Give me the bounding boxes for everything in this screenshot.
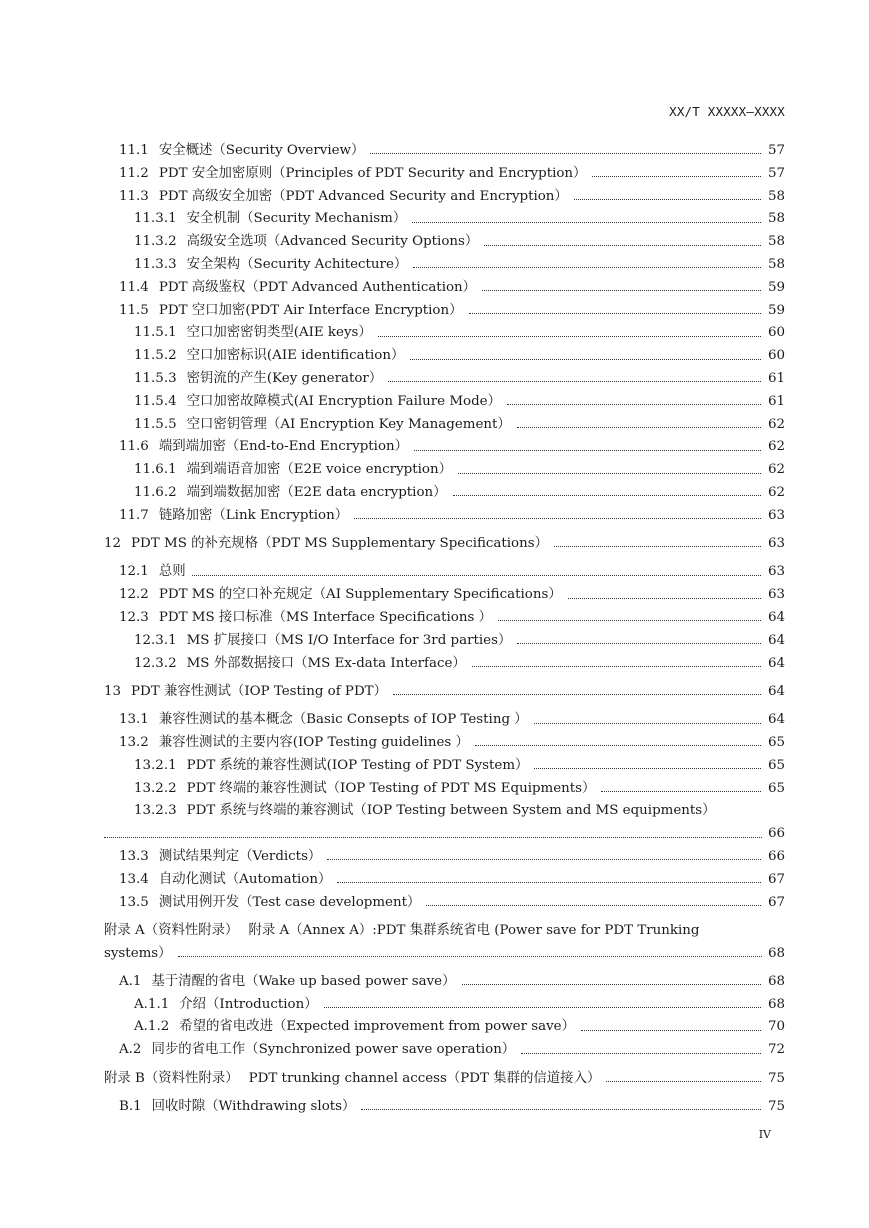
toc-entry-number: 11.5.3: [134, 370, 177, 386]
toc-entry-page: 67: [767, 894, 785, 910]
toc-entry-title: 高级安全选项（Advanced Security Options）: [186, 234, 479, 250]
toc-entry-title: PDT 空口加密(PDT Air Interface Encryption）: [158, 302, 463, 318]
toc-entry-number: 11.6.2: [134, 484, 177, 500]
toc-entry-title: 安全机制（Security Mechanism）: [186, 211, 407, 227]
toc-entry-title: MS 外部数据接口（MS Ex-data Interface）: [186, 655, 466, 671]
dot-leader: [412, 213, 761, 223]
toc-entry[interactable]: [104, 846, 785, 869]
dot-leader: [324, 998, 761, 1008]
toc-entry-number: 11.6: [119, 439, 149, 455]
dot-leader: [469, 304, 761, 314]
toc-entry-page: 57: [767, 165, 785, 181]
dot-leader: [482, 281, 761, 291]
dot-leader: [581, 1021, 761, 1031]
toc-entry-page: 66: [767, 848, 785, 864]
toc-entry[interactable]: [104, 800, 785, 823]
toc-entry-number: 13: [104, 683, 122, 699]
toc-entry-continuation: [104, 943, 785, 966]
dot-leader: [601, 782, 761, 792]
toc-entry[interactable]: [104, 414, 785, 437]
dot-leader: [498, 611, 761, 621]
toc-entry-title: 链路加密（Link Encryption）: [158, 507, 349, 523]
toc-entry-title: 测试用例开发（Test case development）: [158, 894, 421, 910]
dot-leader: [507, 395, 761, 405]
toc-entry[interactable]: [104, 630, 785, 653]
toc-entry-number: 11.4: [119, 279, 149, 295]
toc-entry-number: 11.3: [119, 188, 149, 204]
toc-entry-page: 64: [767, 655, 785, 671]
toc-entry[interactable]: [104, 368, 785, 391]
toc-entry-page: 72: [767, 1042, 785, 1058]
toc-entry-number: 11.3.1: [134, 211, 177, 227]
toc-entry-page: 60: [767, 325, 785, 341]
toc-entry[interactable]: [104, 1068, 785, 1091]
dot-leader: [475, 736, 761, 746]
toc-entry-title: 端到端数据加密（E2E data encryption）: [186, 484, 447, 500]
toc-entry-page: 62: [767, 439, 785, 455]
toc-entry-title: PDT 系统的兼容性测试(IOP Testing of PDT System）: [186, 757, 529, 773]
toc-entry-number: A.1.2: [134, 1019, 170, 1035]
toc-entry-title: 空口加密密钥类型(AIE keys）: [186, 325, 372, 341]
toc-entry-title: PDT MS 接口标准（MS Interface Specifications ）: [158, 609, 492, 625]
toc-entry-page: 75: [767, 1098, 785, 1114]
dot-leader: [413, 258, 761, 268]
toc-entry-page: 62: [767, 416, 785, 432]
dot-leader: [337, 873, 761, 883]
toc-entry-number: 11.6.1: [134, 462, 177, 478]
toc-entry[interactable]: [104, 732, 785, 755]
toc-entry-title: 端到端语音加密（E2E voice encryption）: [186, 462, 452, 478]
toc-entry-number: 11.5.5: [134, 416, 177, 432]
document-code-header: XX/T XXXXX—XXXX: [669, 104, 785, 119]
toc-entry-number: 11.1: [119, 143, 149, 158]
toc-entry[interactable]: [104, 892, 785, 915]
dot-leader: [192, 566, 761, 576]
toc-entry-page: 61: [767, 393, 785, 409]
toc-entry-page: 63: [767, 507, 785, 523]
toc-entry-title: PDT 兼容性测试（IOP Testing of PDT）: [131, 683, 388, 699]
toc-entry[interactable]: [104, 778, 785, 801]
toc-entry-title: PDT MS 的空口补充规定（AI Supplementary Specifications）: [158, 587, 562, 603]
toc-entry-page: 70: [767, 1019, 785, 1035]
dot-leader: [414, 441, 761, 451]
dot-leader: [354, 509, 761, 519]
toc-entry-number: 13.4: [119, 871, 149, 887]
dot-leader: [361, 1100, 761, 1110]
toc-entry[interactable]: [104, 436, 785, 459]
toc-entry-page: 63: [767, 564, 785, 580]
toc-entry-number: 13.2.1: [134, 757, 177, 773]
toc-entry-page: 62: [767, 462, 785, 478]
toc-entry[interactable]: [104, 920, 785, 943]
toc-entry-number: 11.5.1: [134, 325, 177, 341]
dot-leader: [534, 714, 761, 724]
table-of-contents: [104, 140, 785, 1119]
toc-entry[interactable]: [104, 345, 785, 368]
toc-entry-title: PDT 终端的兼容性测试（IOP Testing of PDT MS Equipments）: [186, 780, 596, 796]
toc-entry-page: 58: [767, 188, 785, 204]
toc-entry-number: 12.2: [119, 587, 149, 603]
toc-entry-title: PDT 安全加密原则（Principles of PDT Security and Encryption）: [158, 165, 587, 181]
toc-entry-page: 58: [767, 256, 785, 272]
dot-leader: [462, 975, 761, 985]
toc-entry-title: PDT trunking channel access（PDT 集群的信道接入）: [248, 1070, 601, 1086]
toc-entry-page: 64: [767, 683, 785, 699]
toc-entry-page: 58: [767, 234, 785, 250]
dot-leader: [517, 634, 761, 644]
toc-entry-number: 13.1: [119, 712, 149, 728]
toc-entry-title: PDT 高级安全加密（PDT Advanced Security and Encryption）: [158, 188, 568, 204]
dot-leader: [568, 589, 761, 599]
toc-entry[interactable]: [104, 709, 785, 732]
dot-leader: [521, 1044, 761, 1054]
toc-entry-page: 57: [767, 143, 785, 158]
toc-entry-number: A.1.1: [134, 996, 170, 1012]
toc-entry[interactable]: [104, 533, 785, 556]
dot-leader: [534, 759, 761, 769]
toc-entry-title: PDT MS 的补充规格（PDT MS Supplementary Specifications）: [131, 536, 548, 552]
toc-entry-number: 12.3.1: [134, 632, 177, 648]
toc-entry[interactable]: [104, 254, 785, 277]
toc-entry-title: MS 扩展接口（MS I/O Interface for 3rd parties）: [186, 632, 512, 648]
dot-leader: [606, 1072, 761, 1082]
toc-entry-page: 68: [767, 996, 785, 1012]
toc-entry-page: 68: [767, 945, 785, 961]
dot-leader: [426, 896, 761, 906]
toc-entry-title: 兼容性测试的主要内容(IOP Testing guidelines ）: [158, 734, 469, 750]
toc-entry-title: 自动化测试（Automation）: [158, 871, 332, 887]
toc-entry[interactable]: [104, 482, 785, 505]
page-number-footer: IV: [758, 1128, 771, 1141]
toc-entry-title: 基于清醒的省电（Wake up based power save）: [151, 973, 456, 989]
toc-entry-title: 空口加密故障模式(AI Encryption Failure Mode）: [186, 393, 501, 409]
dot-leader: [574, 190, 761, 200]
dot-leader: [178, 947, 762, 957]
toc-entry-page: 59: [767, 279, 785, 295]
dot-leader: [370, 144, 761, 154]
dot-leader: [104, 828, 762, 838]
toc-entry-number: 13.5: [119, 894, 149, 910]
toc-entry-number: 12.1: [119, 564, 149, 580]
toc-entry-title: 附录 A（Annex A）:PDT 集群系统省电 (Power save for PDT Trunking: [248, 922, 700, 938]
toc-entry[interactable]: [104, 208, 785, 231]
toc-entry[interactable]: [104, 607, 785, 630]
toc-entry-title: 端到端加密（End-to-End Encryption）: [158, 439, 409, 455]
toc-entry-number: 12.3: [119, 609, 149, 625]
toc-entry[interactable]: [104, 391, 785, 414]
toc-entry[interactable]: [104, 561, 785, 584]
toc-entry-number: 附录 B（资料性附录）: [104, 1070, 239, 1086]
toc-entry-title: 空口加密标识(AIE identification）: [186, 348, 405, 364]
toc-entry-title: PDT 系统与终端的兼容测试（IOP Testing between System and MS equipments）: [186, 803, 716, 819]
toc-entry[interactable]: [104, 322, 785, 345]
toc-entry-number: 11.7: [119, 507, 149, 523]
toc-entry-page: 59: [767, 302, 785, 318]
toc-entry-number: 11.3.3: [134, 256, 177, 272]
dot-leader: [554, 537, 761, 547]
dot-leader: [472, 657, 761, 667]
toc-entry-title: 回收时隙（Withdrawing slots）: [151, 1098, 356, 1114]
toc-entry-number: 12.3.2: [134, 655, 177, 671]
toc-entry-number: 13.2: [119, 734, 149, 750]
toc-entry[interactable]: [104, 681, 785, 704]
toc-entry-number: A.1: [119, 973, 142, 989]
toc-entry-title: 总则: [158, 564, 186, 580]
toc-entry-page: 64: [767, 632, 785, 648]
toc-entry-number: 13.3: [119, 848, 149, 864]
toc-entry-page: 62: [767, 484, 785, 500]
toc-entry-page: 63: [767, 536, 785, 552]
toc-entry-page: 60: [767, 348, 785, 364]
toc-entry-page: 66: [767, 826, 785, 842]
toc-entry-page: 58: [767, 211, 785, 227]
dot-leader: [393, 685, 761, 695]
dot-leader: [592, 167, 761, 177]
dot-leader: [458, 464, 761, 474]
toc-entry-title: 兼容性测试的基本概念（Basic Consepts of IOP Testing ）: [158, 712, 528, 728]
toc-entry-number: B.1: [119, 1098, 142, 1114]
toc-entry[interactable]: [104, 1096, 785, 1119]
toc-entry-title: 希望的省电改进（Expected improvement from power save）: [179, 1019, 575, 1035]
toc-entry-number: 13.2.2: [134, 780, 177, 796]
toc-entry-title: 安全概述（Security Overview）: [158, 143, 365, 158]
toc-entry[interactable]: [104, 140, 785, 163]
toc-entry[interactable]: [104, 231, 785, 254]
toc-entry-page: 65: [767, 757, 785, 773]
dot-leader: [378, 327, 761, 337]
toc-entry-number: 12: [104, 536, 122, 552]
toc-entry-continuation: [104, 823, 785, 846]
toc-entry[interactable]: [104, 584, 785, 607]
toc-entry-page: 63: [767, 587, 785, 603]
toc-entry-number: 11.5.2: [134, 348, 177, 364]
toc-entry-number: A.2: [119, 1042, 142, 1058]
toc-entry-number: 13.2.3: [134, 803, 177, 819]
toc-entry[interactable]: [104, 653, 785, 676]
toc-entry-page: 64: [767, 712, 785, 728]
toc-entry-number: 11.5.4: [134, 393, 177, 409]
dot-leader: [388, 372, 761, 382]
toc-entry[interactable]: [104, 277, 785, 300]
toc-entry[interactable]: [104, 994, 785, 1017]
toc-entry-page: 64: [767, 609, 785, 625]
toc-entry[interactable]: [104, 300, 785, 323]
toc-entry-number: 附录 A（资料性附录）: [104, 922, 239, 938]
toc-entry[interactable]: [104, 186, 785, 209]
toc-entry-title: 安全架构（Security Achitecture）: [186, 256, 408, 272]
toc-entry-title: 介绍（Introduction）: [179, 996, 318, 1012]
dot-leader: [453, 486, 761, 496]
toc-entry[interactable]: [104, 971, 785, 994]
dot-leader: [484, 236, 761, 246]
toc-entry-number: 11.5: [119, 302, 149, 318]
dot-leader: [327, 850, 761, 860]
toc-entry[interactable]: [104, 459, 785, 482]
toc-entry-number: 11.3.2: [134, 234, 177, 250]
toc-entry[interactable]: [104, 755, 785, 778]
toc-entry-page: 67: [767, 871, 785, 887]
toc-entry-title: 空口密钥管理（AI Encryption Key Management）: [186, 416, 511, 432]
toc-entry[interactable]: [104, 869, 785, 892]
toc-entry-page: 61: [767, 370, 785, 386]
toc-entry-page: 65: [767, 734, 785, 750]
toc-entry-title: 密钥流的产生(Key generator）: [186, 370, 383, 386]
dot-leader: [517, 418, 761, 428]
toc-entry[interactable]: [104, 1016, 785, 1039]
toc-entry-title: PDT 高级鉴权（PDT Advanced Authentication）: [158, 279, 477, 295]
toc-entry[interactable]: [104, 505, 785, 528]
toc-entry-page: 65: [767, 780, 785, 796]
dot-leader: [410, 350, 761, 360]
toc-entry-page: 68: [767, 973, 785, 989]
toc-entry-title-continuation: systems）: [104, 945, 172, 961]
toc-entry[interactable]: [104, 1039, 785, 1062]
toc-entry-page: 75: [767, 1070, 785, 1086]
toc-entry-title: 测试结果判定（Verdicts）: [158, 848, 322, 864]
toc-entry-title: 同步的省电工作（Synchronized power save operation）: [151, 1042, 516, 1058]
toc-entry[interactable]: [104, 163, 785, 186]
toc-entry-number: 11.2: [119, 165, 149, 181]
